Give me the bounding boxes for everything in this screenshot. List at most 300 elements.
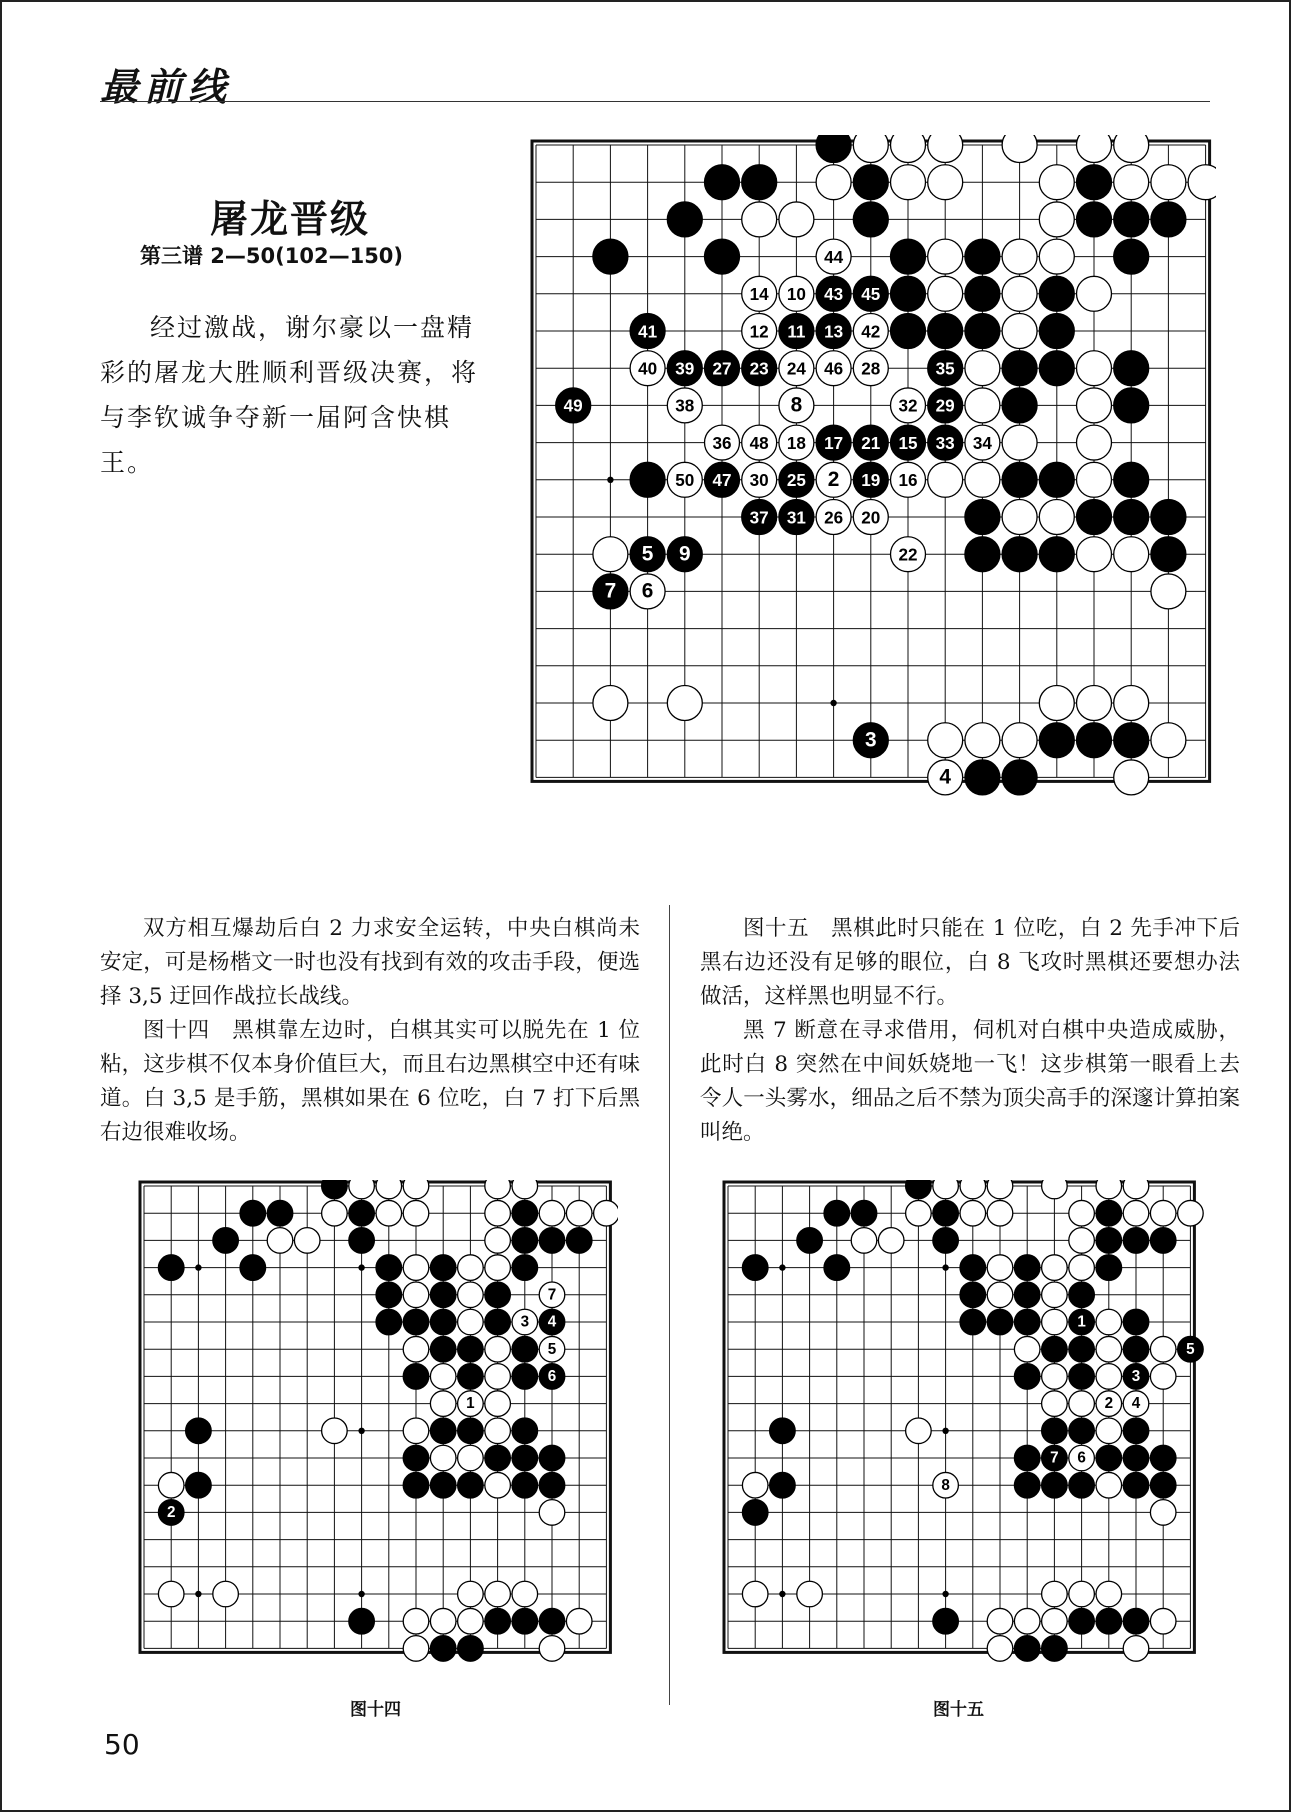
black-stone [891, 425, 926, 460]
move-number: 7 [604, 579, 617, 603]
white-stone [1123, 1180, 1149, 1199]
white-stone [485, 1472, 511, 1498]
white-stone [987, 1200, 1013, 1226]
move-number: 41 [638, 322, 658, 342]
white-stone [1114, 686, 1149, 721]
star-point [942, 1591, 948, 1597]
white-stone [403, 1608, 429, 1634]
move-number: 7 [547, 1286, 557, 1304]
white-stone [1069, 1228, 1095, 1254]
black-stone [742, 1500, 768, 1526]
white-stone [1002, 239, 1037, 274]
white-stone [1039, 500, 1074, 535]
move-number: 37 [749, 508, 769, 528]
black-stone [430, 1282, 456, 1308]
white-stone [485, 1228, 511, 1254]
black-stone [779, 462, 814, 497]
move-number: 24 [786, 359, 806, 379]
move-number: 4 [1131, 1395, 1141, 1413]
board-grid [724, 1182, 1194, 1652]
white-stone [965, 462, 1000, 497]
white-stone [593, 686, 628, 721]
black-stone [1069, 1418, 1095, 1444]
white-stone [403, 1336, 429, 1362]
black-stone [539, 1228, 565, 1254]
white-stone [213, 1581, 239, 1607]
white-stone [1114, 165, 1149, 200]
white-stone [816, 165, 851, 200]
board-grid [140, 1182, 610, 1652]
black-stone [403, 1445, 429, 1471]
black-stone [1151, 537, 1186, 572]
black-stone [403, 1364, 429, 1390]
black-stone [1042, 1445, 1068, 1471]
white-stone [1077, 388, 1112, 423]
star-point [607, 477, 613, 483]
black-stone [1014, 1472, 1040, 1498]
move-number: 7 [1050, 1449, 1059, 1467]
black-stone [1114, 239, 1149, 274]
white-stone [630, 574, 665, 609]
black-stone [1077, 723, 1112, 758]
black-stone [824, 1255, 850, 1281]
black-stone [376, 1282, 402, 1308]
white-stone [1151, 723, 1186, 758]
black-stone [403, 1309, 429, 1335]
move-number: 6 [547, 1368, 557, 1386]
black-stone [705, 239, 740, 274]
move-number: 43 [824, 285, 844, 305]
black-stone [512, 1228, 538, 1254]
black-stone [667, 202, 702, 237]
black-stone [667, 351, 702, 386]
move-number: 46 [824, 359, 844, 379]
black-stone [539, 1445, 565, 1471]
white-stone [928, 723, 963, 758]
article-title: 屠龙晋级 [209, 197, 370, 241]
white-stone [742, 462, 777, 497]
white-stone [797, 1581, 823, 1607]
black-stone [1077, 165, 1112, 200]
white-stone [742, 202, 777, 237]
white-stone [403, 1180, 429, 1199]
page-number: 50 [104, 1728, 140, 1761]
white-stone [928, 276, 963, 311]
black-stone [891, 314, 926, 349]
black-stone [705, 351, 740, 386]
black-stone [1042, 1418, 1068, 1444]
white-stone [779, 351, 814, 386]
white-stone [458, 1581, 484, 1607]
black-stone [512, 1364, 538, 1390]
white-stone [906, 1200, 932, 1226]
white-stone [322, 1418, 348, 1444]
black-stone [1150, 1445, 1176, 1471]
white-stone [630, 351, 665, 386]
white-stone [816, 500, 851, 535]
white-stone [853, 500, 888, 535]
white-stone [485, 1200, 511, 1226]
move-number: 14 [749, 285, 769, 305]
white-stone [1151, 165, 1186, 200]
move-number: 27 [712, 359, 732, 379]
white-stone [512, 1581, 538, 1607]
white-stone [742, 1472, 768, 1498]
white-stone [485, 1391, 511, 1417]
fig15-go-board [722, 1180, 1212, 1680]
black-stone [1002, 462, 1037, 497]
move-number: 33 [935, 433, 955, 453]
white-stone [458, 1255, 484, 1281]
white-stone [851, 1228, 877, 1254]
black-stone [1069, 1309, 1095, 1335]
white-stone [485, 1180, 511, 1199]
black-stone [1039, 314, 1074, 349]
star-point [195, 1591, 201, 1597]
white-stone [403, 1418, 429, 1444]
black-stone [1151, 202, 1186, 237]
black-stone [705, 165, 740, 200]
black-stone [742, 1255, 768, 1281]
black-stone [1042, 1636, 1068, 1662]
black-stone [1096, 1608, 1122, 1634]
white-stone [1039, 165, 1074, 200]
black-stone [1150, 1228, 1176, 1254]
black-stone [512, 1336, 538, 1362]
white-stone [1002, 500, 1037, 535]
white-stone [1039, 686, 1074, 721]
star-point [358, 1591, 364, 1597]
black-stone [705, 462, 740, 497]
white-stone [485, 1336, 511, 1362]
black-stone [1002, 351, 1037, 386]
white-stone [960, 1200, 986, 1226]
white-stone [1151, 574, 1186, 609]
black-stone [965, 537, 1000, 572]
white-stone [928, 165, 963, 200]
black-stone [1123, 1364, 1149, 1390]
black-stone [1123, 1608, 1149, 1634]
white-stone [742, 314, 777, 349]
black-stone [512, 1608, 538, 1634]
white-stone [1014, 1608, 1040, 1634]
move-number: 11 [787, 322, 806, 342]
move-number: 16 [898, 471, 918, 491]
white-stone [1039, 202, 1074, 237]
white-stone [853, 314, 888, 349]
move-number: 48 [749, 433, 769, 453]
white-stone [960, 1180, 986, 1199]
star-point [942, 1428, 948, 1434]
white-stone [1069, 1445, 1095, 1471]
white-stone [965, 425, 1000, 460]
black-stone [1096, 1255, 1122, 1281]
move-number: 22 [898, 545, 918, 565]
black-stone [1123, 1418, 1149, 1444]
move-number: 3 [1131, 1368, 1141, 1386]
white-stone [349, 1180, 375, 1199]
white-stone [1096, 1418, 1122, 1444]
move-number: 38 [675, 396, 695, 416]
black-stone [1014, 1364, 1040, 1390]
move-number: 47 [712, 471, 732, 491]
white-stone [1039, 239, 1074, 274]
black-stone [1123, 1336, 1149, 1362]
black-stone [630, 462, 665, 497]
white-stone [853, 135, 888, 162]
move-number: 28 [861, 359, 881, 379]
move-number: 42 [861, 322, 881, 342]
black-stone [349, 1200, 375, 1226]
black-stone [1039, 351, 1074, 386]
black-stone [667, 537, 702, 572]
white-stone [458, 1608, 484, 1634]
white-stone [376, 1180, 402, 1199]
white-stone [1077, 425, 1112, 460]
black-stone [485, 1608, 511, 1634]
black-stone [853, 462, 888, 497]
black-stone [933, 1200, 959, 1226]
black-stone [186, 1472, 212, 1498]
move-number: 2 [827, 468, 840, 492]
move-number: 2 [1104, 1395, 1114, 1413]
black-stone [403, 1472, 429, 1498]
header-rule [100, 101, 1210, 102]
black-stone [1014, 1255, 1040, 1281]
white-stone [965, 351, 1000, 386]
white-stone [705, 425, 740, 460]
black-stone [965, 239, 1000, 274]
move-number: 20 [861, 508, 881, 528]
section-title: 最前线 [100, 64, 233, 109]
black-stone [349, 1608, 375, 1634]
white-stone [1150, 1336, 1176, 1362]
move-number: 5 [1186, 1340, 1195, 1358]
white-stone [1069, 1200, 1095, 1226]
black-stone [539, 1608, 565, 1634]
black-stone [742, 165, 777, 200]
move-number: 4 [547, 1313, 557, 1331]
black-stone [960, 1309, 986, 1335]
white-stone [667, 388, 702, 423]
black-stone [485, 1282, 511, 1308]
black-stone [1042, 1336, 1068, 1362]
fig14-caption: 图十四 [350, 1700, 401, 1720]
move-number: 4 [939, 765, 951, 789]
black-stone [566, 1228, 592, 1254]
white-stone [906, 1418, 932, 1444]
white-stone [779, 425, 814, 460]
white-stone [403, 1282, 429, 1308]
white-stone [779, 276, 814, 311]
white-stone [1002, 723, 1037, 758]
black-stone [485, 1445, 511, 1471]
black-stone [1114, 500, 1149, 535]
white-stone [430, 1608, 456, 1634]
white-stone [816, 351, 851, 386]
white-stone [853, 351, 888, 386]
white-stone [1150, 1364, 1176, 1390]
white-stone [1042, 1255, 1068, 1281]
white-stone [403, 1200, 429, 1226]
left-paragraph-1: 双方相互爆劫后白 2 力求安全运转，中央白棋尚未安定，可是杨楷文一时也没有找到有效的攻击手段，便选择 3,5 迂回作战拉长战线。 [100, 916, 640, 1009]
black-stone [928, 425, 963, 460]
move-number: 13 [824, 322, 844, 342]
white-stone [158, 1472, 184, 1498]
star-point [779, 1591, 785, 1597]
move-number: 8 [941, 1476, 950, 1494]
white-stone [1077, 351, 1112, 386]
move-number: 1 [1077, 1313, 1086, 1331]
black-stone [158, 1500, 184, 1526]
black-stone [458, 1336, 484, 1362]
black-stone [1096, 1228, 1122, 1254]
move-number: 10 [786, 285, 806, 305]
star-point [358, 1428, 364, 1434]
white-stone [1042, 1282, 1068, 1308]
white-stone [566, 1608, 592, 1634]
black-stone [630, 314, 665, 349]
white-stone [1077, 135, 1112, 162]
white-stone [430, 1445, 456, 1471]
black-stone [1178, 1336, 1204, 1362]
move-number: 6 [641, 579, 654, 603]
white-stone [667, 462, 702, 497]
white-stone [485, 1255, 511, 1281]
white-stone [403, 1255, 429, 1281]
star-point [942, 1264, 948, 1270]
black-stone [933, 1228, 959, 1254]
article-subtitle: 第三谱 2—50(102—150) [140, 244, 404, 268]
black-stone [853, 276, 888, 311]
black-stone [742, 351, 777, 386]
move-number: 6 [1077, 1449, 1086, 1467]
white-stone [1002, 135, 1037, 162]
star-point [830, 700, 836, 706]
black-stone [987, 1309, 1013, 1335]
right-column [700, 912, 1240, 1150]
black-stone [960, 1255, 986, 1281]
move-number: 31 [786, 508, 806, 528]
black-stone [186, 1418, 212, 1444]
white-stone [987, 1180, 1013, 1199]
right-paragraph-1: 图十五 黑棋此时只能在 1 位吃，白 2 先手冲下后黑右边还没有足够的眼位，白 8 飞攻时黑棋还要想办法做活，这样黑也明显不行。 [700, 916, 1240, 1009]
move-number: 25 [786, 471, 806, 491]
black-stone [824, 1200, 850, 1226]
move-number: 26 [824, 508, 844, 528]
black-stone [1123, 1445, 1149, 1471]
white-stone [816, 239, 851, 274]
black-stone [512, 1200, 538, 1226]
black-stone [1096, 1445, 1122, 1471]
white-stone [458, 1445, 484, 1471]
white-stone [742, 425, 777, 460]
black-stone [1042, 1472, 1068, 1498]
white-stone [1114, 760, 1149, 795]
black-stone [539, 1472, 565, 1498]
black-stone [458, 1636, 484, 1662]
left-paragraph-2: 图十四 黑棋靠左边时，白棋其实可以脱先在 1 位粘，这步棋不仅本身价值巨大，而且右边黑棋空中还有味道。白 3,5 是手筋，黑棋如果在 6 位吃，白 7 打下后黑右边很难收场。 [100, 1018, 640, 1145]
fig14-go-board [138, 1180, 618, 1680]
white-stone [779, 388, 814, 423]
white-stone [891, 462, 926, 497]
white-stone [987, 1282, 1013, 1308]
move-number: 12 [749, 322, 769, 342]
white-stone [1042, 1364, 1068, 1390]
white-stone [878, 1228, 904, 1254]
black-stone [1114, 462, 1149, 497]
black-stone [1069, 1608, 1095, 1634]
black-stone [1039, 537, 1074, 572]
move-number: 50 [675, 471, 695, 491]
black-stone [593, 574, 628, 609]
white-stone [158, 1581, 184, 1607]
white-stone [294, 1228, 320, 1254]
right-paragraph-2: 黑 7 断意在寻求借用，伺机对白棋中央造成威胁，此时白 8 突然在中间妖娆地一飞！这步棋第一眼看上去令人一头雾水，细品之后不禁为顶尖高手的深邃计算拍案叫绝。 [700, 1018, 1240, 1145]
black-stone [933, 1608, 959, 1634]
black-stone [928, 314, 963, 349]
white-stone [485, 1364, 511, 1390]
white-stone [512, 1180, 538, 1199]
white-stone [987, 1636, 1013, 1662]
white-stone [742, 276, 777, 311]
white-stone [1042, 1309, 1068, 1335]
black-stone [1096, 1200, 1122, 1226]
black-stone [267, 1200, 293, 1226]
move-number: 39 [675, 359, 695, 379]
black-stone [593, 239, 628, 274]
white-stone [593, 537, 628, 572]
black-stone [1123, 1309, 1149, 1335]
white-stone [816, 462, 851, 497]
white-stone [987, 1255, 1013, 1281]
black-stone [430, 1336, 456, 1362]
star-point [358, 1264, 364, 1270]
black-stone [1114, 202, 1149, 237]
move-number: 23 [749, 359, 769, 379]
white-stone [1014, 1336, 1040, 1362]
black-stone [853, 425, 888, 460]
white-stone [430, 1391, 456, 1417]
black-stone [965, 760, 1000, 795]
black-stone [906, 1180, 932, 1199]
black-stone [376, 1309, 402, 1335]
white-stone [539, 1336, 565, 1362]
white-stone [512, 1309, 538, 1335]
white-stone [322, 1200, 348, 1226]
move-number: 5 [641, 542, 654, 566]
black-stone [1114, 723, 1149, 758]
move-number: 8 [790, 393, 803, 417]
white-stone [928, 462, 963, 497]
white-stone [933, 1472, 959, 1498]
black-stone [430, 1309, 456, 1335]
white-stone [1042, 1391, 1068, 1417]
black-stone [770, 1472, 796, 1498]
black-stone [1150, 1472, 1176, 1498]
white-stone [1077, 537, 1112, 572]
white-stone [1114, 135, 1149, 162]
black-stone [512, 1255, 538, 1281]
white-stone [933, 1180, 959, 1199]
white-stone [987, 1608, 1013, 1634]
white-stone [891, 537, 926, 572]
black-stone [376, 1255, 402, 1281]
black-stone [1123, 1472, 1149, 1498]
black-stone [928, 351, 963, 386]
black-stone [1002, 388, 1037, 423]
black-stone [1123, 1228, 1149, 1254]
